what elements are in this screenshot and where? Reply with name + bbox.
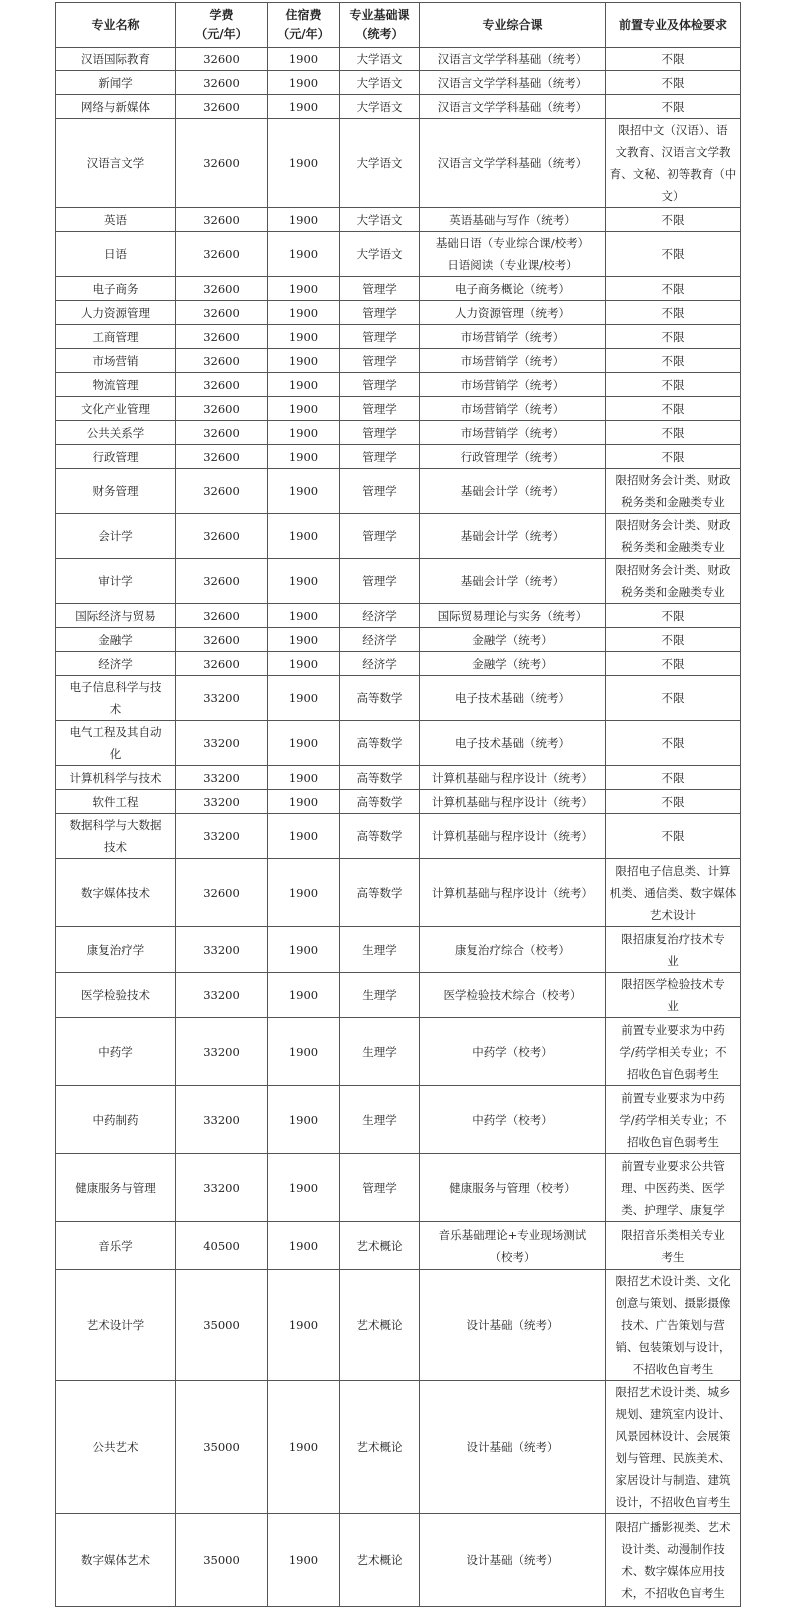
cell-requirements: 不限: [606, 445, 741, 469]
cell-basic-course: 管理学: [340, 397, 420, 421]
cell-tuition: 32600: [176, 71, 268, 95]
cell-requirements: 不限: [606, 814, 741, 859]
cell-lodging: 1900: [268, 1514, 340, 1607]
cell-requirements: 不限: [606, 790, 741, 814]
cell-major-name: 经济学: [56, 652, 176, 676]
cell-lodging: 1900: [268, 514, 340, 559]
cell-basic-course: 大学语文: [340, 208, 420, 232]
cell-lodging: 1900: [268, 208, 340, 232]
table-row: [56, 1154, 741, 1222]
cell-major-name: 物流管理: [56, 373, 176, 397]
cell-requirements: 不限: [606, 277, 741, 301]
table-row: [56, 349, 741, 373]
cell-comprehensive-course: 汉语言文学学科基础（统考）: [420, 95, 606, 119]
cell-requirements: 不限: [606, 421, 741, 445]
cell-basic-course: 管理学: [340, 349, 420, 373]
cell-major-name: 中药学: [56, 1018, 176, 1086]
cell-comprehensive-course: 设计基础（统考）: [420, 1270, 606, 1381]
cell-major-name: 汉语国际教育: [56, 48, 176, 71]
cell-requirements: 不限: [606, 208, 741, 232]
cell-tuition: 32600: [176, 208, 268, 232]
cell-basic-course: 生理学: [340, 927, 420, 973]
cell-major-name: 公共关系学: [56, 421, 176, 445]
cell-tuition: 32600: [176, 469, 268, 514]
cell-comprehensive-course: 计算机基础与程序设计（统考）: [420, 766, 606, 790]
cell-major-name: 人力资源管理: [56, 301, 176, 325]
table-row: [56, 973, 741, 1018]
cell-lodging: 1900: [268, 1086, 340, 1154]
table-row: [56, 277, 741, 301]
cell-tuition: 33200: [176, 766, 268, 790]
cell-requirements: 限招音乐类相关专业 考生: [606, 1222, 741, 1270]
cell-major-name: 汉语言文学: [56, 119, 176, 208]
cell-tuition: 32600: [176, 95, 268, 119]
cell-requirements: 不限: [606, 48, 741, 71]
cell-lodging: 1900: [268, 1018, 340, 1086]
cell-tuition: 32600: [176, 349, 268, 373]
cell-lodging: 1900: [268, 766, 340, 790]
cell-comprehensive-course: 市场营销学（统考）: [420, 325, 606, 349]
cell-major-name: 工商管理: [56, 325, 176, 349]
table-row: [56, 514, 741, 559]
cell-lodging: 1900: [268, 397, 340, 421]
table-row: [56, 814, 741, 859]
cell-basic-course: 高等数学: [340, 814, 420, 859]
cell-major-name: 文化产业管理: [56, 397, 176, 421]
cell-comprehensive-course: 市场营销学（统考）: [420, 397, 606, 421]
cell-major-name: 日语: [56, 232, 176, 277]
cell-basic-course: 管理学: [340, 277, 420, 301]
cell-requirements: 不限: [606, 766, 741, 790]
table-row: [56, 301, 741, 325]
cell-basic-course: 大学语文: [340, 119, 420, 208]
cell-major-name: 财务管理: [56, 469, 176, 514]
cell-comprehensive-course: 金融学（统考）: [420, 628, 606, 652]
table-row: [56, 790, 741, 814]
cell-comprehensive-course: 市场营销学（统考）: [420, 373, 606, 397]
cell-comprehensive-course: 市场营销学（统考）: [420, 349, 606, 373]
cell-lodging: 1900: [268, 48, 340, 71]
cell-requirements: 限招财务会计类、财政 税务类和金融类专业: [606, 559, 741, 604]
cell-major-name: 数字媒体艺术: [56, 1514, 176, 1607]
cell-tuition: 32600: [176, 232, 268, 277]
cell-lodging: 1900: [268, 445, 340, 469]
cell-tuition: 32600: [176, 859, 268, 927]
cell-comprehensive-course: 汉语言文学学科基础（统考）: [420, 119, 606, 208]
cell-major-name: 健康服务与管理: [56, 1154, 176, 1222]
table-row: [56, 721, 741, 766]
cell-lodging: 1900: [268, 790, 340, 814]
cell-basic-course: 大学语文: [340, 71, 420, 95]
cell-lodging: 1900: [268, 325, 340, 349]
cell-basic-course: 大学语文: [340, 48, 420, 71]
cell-requirements: 限招中文（汉语）、语 文教育、汉语言文学教 育、文秘、初等教育（中 文）: [606, 119, 741, 208]
cell-tuition: 32600: [176, 325, 268, 349]
cell-lodging: 1900: [268, 119, 340, 208]
cell-major-name: 音乐学: [56, 1222, 176, 1270]
table-row: [56, 1222, 741, 1270]
cell-requirements: 不限: [606, 301, 741, 325]
cell-major-name: 医学检验技术: [56, 973, 176, 1018]
cell-lodging: 1900: [268, 421, 340, 445]
cell-comprehensive-course: 汉语言文学学科基础（统考）: [420, 71, 606, 95]
cell-basic-course: 艺术概论: [340, 1270, 420, 1381]
cell-tuition: 33200: [176, 973, 268, 1018]
cell-requirements: 不限: [606, 232, 741, 277]
cell-requirements: 限招艺术设计类、城乡 规划、建筑室内设计、 风景园林设计、会展策 划与管理、民族美术、 家居设计与制造、建筑 设计，不招收色盲考生: [606, 1381, 741, 1514]
cell-requirements: 不限: [606, 676, 741, 721]
cell-basic-course: 艺术概论: [340, 1222, 420, 1270]
cell-basic-course: 大学语文: [340, 232, 420, 277]
cell-comprehensive-course: 基础会计学（统考）: [420, 514, 606, 559]
cell-basic-course: 生理学: [340, 1086, 420, 1154]
cell-lodging: 1900: [268, 469, 340, 514]
cell-basic-course: 高等数学: [340, 721, 420, 766]
cell-comprehensive-course: 电子技术基础（统考）: [420, 721, 606, 766]
cell-requirements: 不限: [606, 628, 741, 652]
cell-major-name: 康复治疗学: [56, 927, 176, 973]
table-row: [56, 445, 741, 469]
table-row: [56, 421, 741, 445]
cell-basic-course: 大学语文: [340, 95, 420, 119]
cell-lodging: 1900: [268, 95, 340, 119]
cell-requirements: 限招医学检验技术专 业: [606, 973, 741, 1018]
cell-tuition: 32600: [176, 559, 268, 604]
table-row: [56, 1270, 741, 1381]
cell-basic-course: 经济学: [340, 604, 420, 628]
table-row: [56, 208, 741, 232]
table-row: [56, 676, 741, 721]
table-row: [56, 628, 741, 652]
cell-comprehensive-course: 国际贸易理论与实务（统考）: [420, 604, 606, 628]
cell-lodging: 1900: [268, 814, 340, 859]
header-major-name: 专业名称: [56, 3, 176, 48]
cell-comprehensive-course: 医学检验技术综合（校考）: [420, 973, 606, 1018]
table-row: [56, 652, 741, 676]
cell-tuition: 33200: [176, 927, 268, 973]
admission-table: [55, 2, 741, 1607]
cell-basic-course: 高等数学: [340, 676, 420, 721]
cell-requirements: 不限: [606, 71, 741, 95]
table-row: [56, 397, 741, 421]
cell-basic-course: 管理学: [340, 559, 420, 604]
cell-tuition: 32600: [176, 277, 268, 301]
cell-requirements: 不限: [606, 325, 741, 349]
cell-tuition: 35000: [176, 1381, 268, 1514]
cell-basic-course: 管理学: [340, 373, 420, 397]
cell-requirements: 限招艺术设计类、文化 创意与策划、摄影摄像 技术、广告策划与营 销、包装策划与设计， 不招收色盲考生: [606, 1270, 741, 1381]
cell-comprehensive-course: 音乐基础理论+专业现场测试 （校考）: [420, 1222, 606, 1270]
cell-comprehensive-course: 中药学（校考）: [420, 1018, 606, 1086]
cell-comprehensive-course: 中药学（校考）: [420, 1086, 606, 1154]
cell-tuition: 35000: [176, 1270, 268, 1381]
cell-requirements: 前置专业要求为中药 学/药学相关专业；不 招收色盲色弱考生: [606, 1086, 741, 1154]
header-comprehensive-course: 专业综合课: [420, 3, 606, 48]
table-row: [56, 1514, 741, 1607]
cell-comprehensive-course: 金融学（统考）: [420, 652, 606, 676]
header-basic-course: 专业基础课 （统考）: [340, 3, 420, 48]
cell-requirements: 前置专业要求为中药 学/药学相关专业；不 招收色盲色弱考生: [606, 1018, 741, 1086]
cell-comprehensive-course: 康复治疗综合（校考）: [420, 927, 606, 973]
table-row: [56, 859, 741, 927]
cell-tuition: 33200: [176, 790, 268, 814]
table-row: [56, 559, 741, 604]
cell-basic-course: 艺术概论: [340, 1514, 420, 1607]
cell-requirements: 不限: [606, 652, 741, 676]
cell-tuition: 32600: [176, 604, 268, 628]
table-row: [56, 48, 741, 71]
table-row: [56, 325, 741, 349]
table-row: [56, 95, 741, 119]
cell-lodging: 1900: [268, 71, 340, 95]
cell-major-name: 英语: [56, 208, 176, 232]
cell-basic-course: 高等数学: [340, 859, 420, 927]
cell-comprehensive-course: 人力资源管理（统考）: [420, 301, 606, 325]
cell-comprehensive-course: 健康服务与管理（校考）: [420, 1154, 606, 1222]
cell-requirements: 不限: [606, 349, 741, 373]
cell-lodging: 1900: [268, 373, 340, 397]
cell-basic-course: 生理学: [340, 1018, 420, 1086]
cell-lodging: 1900: [268, 232, 340, 277]
cell-comprehensive-course: 设计基础（统考）: [420, 1381, 606, 1514]
cell-lodging: 1900: [268, 859, 340, 927]
cell-major-name: 计算机科学与技术: [56, 766, 176, 790]
cell-basic-course: 经济学: [340, 652, 420, 676]
cell-tuition: 33200: [176, 1086, 268, 1154]
cell-lodging: 1900: [268, 676, 340, 721]
cell-basic-course: 高等数学: [340, 766, 420, 790]
table-row: [56, 1018, 741, 1086]
cell-lodging: 1900: [268, 1270, 340, 1381]
cell-tuition: 33200: [176, 721, 268, 766]
cell-major-name: 审计学: [56, 559, 176, 604]
cell-major-name: 市场营销: [56, 349, 176, 373]
cell-basic-course: 管理学: [340, 325, 420, 349]
cell-lodging: 1900: [268, 1154, 340, 1222]
cell-basic-course: 管理学: [340, 1154, 420, 1222]
table-row: [56, 373, 741, 397]
cell-major-name: 会计学: [56, 514, 176, 559]
cell-lodging: 1900: [268, 927, 340, 973]
cell-basic-course: 管理学: [340, 445, 420, 469]
cell-comprehensive-course: 英语基础与写作（统考）: [420, 208, 606, 232]
cell-major-name: 数据科学与大数据 技术: [56, 814, 176, 859]
cell-basic-course: 管理学: [340, 469, 420, 514]
cell-basic-course: 生理学: [340, 973, 420, 1018]
cell-comprehensive-course: 基础会计学（统考）: [420, 469, 606, 514]
cell-basic-course: 高等数学: [340, 790, 420, 814]
cell-lodging: 1900: [268, 604, 340, 628]
cell-tuition: 32600: [176, 48, 268, 71]
header-requirements: 前置专业及体检要求: [606, 3, 741, 48]
cell-major-name: 电子信息科学与技 术: [56, 676, 176, 721]
cell-requirements: 前置专业要求公共管 理、中医药类、医学 类、护理学、康复学: [606, 1154, 741, 1222]
table-row: [56, 766, 741, 790]
cell-comprehensive-course: 行政管理学（统考）: [420, 445, 606, 469]
cell-lodging: 1900: [268, 1381, 340, 1514]
table-row: [56, 119, 741, 208]
cell-major-name: 软件工程: [56, 790, 176, 814]
cell-tuition: 32600: [176, 445, 268, 469]
cell-major-name: 电子商务: [56, 277, 176, 301]
cell-comprehensive-course: 电子商务概论（统考）: [420, 277, 606, 301]
cell-major-name: 艺术设计学: [56, 1270, 176, 1381]
cell-major-name: 国际经济与贸易: [56, 604, 176, 628]
cell-tuition: 32600: [176, 397, 268, 421]
cell-requirements: 不限: [606, 95, 741, 119]
table-row: [56, 232, 741, 277]
cell-comprehensive-course: 计算机基础与程序设计（统考）: [420, 814, 606, 859]
cell-basic-course: 管理学: [340, 301, 420, 325]
cell-requirements: 限招财务会计类、财政 税务类和金融类专业: [606, 469, 741, 514]
header-tuition: 学费 （元/年）: [176, 3, 268, 48]
cell-lodging: 1900: [268, 349, 340, 373]
table-row: [56, 927, 741, 973]
cell-basic-course: 管理学: [340, 514, 420, 559]
cell-basic-course: 管理学: [340, 421, 420, 445]
cell-requirements: 限招财务会计类、财政 税务类和金融类专业: [606, 514, 741, 559]
cell-requirements: 不限: [606, 373, 741, 397]
cell-comprehensive-course: 计算机基础与程序设计（统考）: [420, 859, 606, 927]
cell-requirements: 不限: [606, 397, 741, 421]
cell-major-name: 公共艺术: [56, 1381, 176, 1514]
table-row: [56, 469, 741, 514]
cell-tuition: 33200: [176, 814, 268, 859]
cell-tuition: 32600: [176, 421, 268, 445]
cell-tuition: 40500: [176, 1222, 268, 1270]
cell-tuition: 32600: [176, 373, 268, 397]
cell-comprehensive-course: 基础会计学（统考）: [420, 559, 606, 604]
cell-requirements: 限招电子信息类、计算 机类、通信类、数字媒体 艺术设计: [606, 859, 741, 927]
cell-tuition: 32600: [176, 652, 268, 676]
cell-major-name: 电气工程及其自动 化: [56, 721, 176, 766]
cell-lodging: 1900: [268, 721, 340, 766]
cell-tuition: 32600: [176, 514, 268, 559]
cell-lodging: 1900: [268, 277, 340, 301]
cell-tuition: 32600: [176, 628, 268, 652]
cell-comprehensive-course: 设计基础（统考）: [420, 1514, 606, 1607]
table-row: [56, 604, 741, 628]
cell-major-name: 中药制药: [56, 1086, 176, 1154]
cell-comprehensive-course: 计算机基础与程序设计（统考）: [420, 790, 606, 814]
cell-tuition: 33200: [176, 1018, 268, 1086]
cell-major-name: 行政管理: [56, 445, 176, 469]
cell-major-name: 数字媒体技术: [56, 859, 176, 927]
cell-lodging: 1900: [268, 973, 340, 1018]
cell-comprehensive-course: 电子技术基础（统考）: [420, 676, 606, 721]
cell-comprehensive-course: 汉语言文学学科基础（统考）: [420, 48, 606, 71]
cell-lodging: 1900: [268, 652, 340, 676]
cell-lodging: 1900: [268, 559, 340, 604]
cell-requirements: 不限: [606, 721, 741, 766]
cell-requirements: 限招广播影视类、艺术 设计类、动漫制作技 术、数字媒体应用技 术，不招收色盲考生: [606, 1514, 741, 1607]
cell-tuition: 33200: [176, 1154, 268, 1222]
cell-major-name: 金融学: [56, 628, 176, 652]
cell-requirements: 限招康复治疗技术专 业: [606, 927, 741, 973]
cell-tuition: 35000: [176, 1514, 268, 1607]
cell-major-name: 新闻学: [56, 71, 176, 95]
table-header-row: [56, 3, 741, 48]
cell-basic-course: 艺术概论: [340, 1381, 420, 1514]
cell-comprehensive-course: 基础日语（专业综合课/校考） 日语阅读（专业课/校考）: [420, 232, 606, 277]
cell-lodging: 1900: [268, 1222, 340, 1270]
cell-requirements: 不限: [606, 604, 741, 628]
cell-comprehensive-course: 市场营销学（统考）: [420, 421, 606, 445]
table-row: [56, 71, 741, 95]
cell-tuition: 32600: [176, 119, 268, 208]
cell-major-name: 网络与新媒体: [56, 95, 176, 119]
table-row: [56, 1086, 741, 1154]
cell-basic-course: 经济学: [340, 628, 420, 652]
header-lodging: 住宿费 （元/年）: [268, 3, 340, 48]
table-row: [56, 1381, 741, 1514]
cell-lodging: 1900: [268, 628, 340, 652]
cell-tuition: 32600: [176, 301, 268, 325]
cell-tuition: 33200: [176, 676, 268, 721]
cell-lodging: 1900: [268, 301, 340, 325]
